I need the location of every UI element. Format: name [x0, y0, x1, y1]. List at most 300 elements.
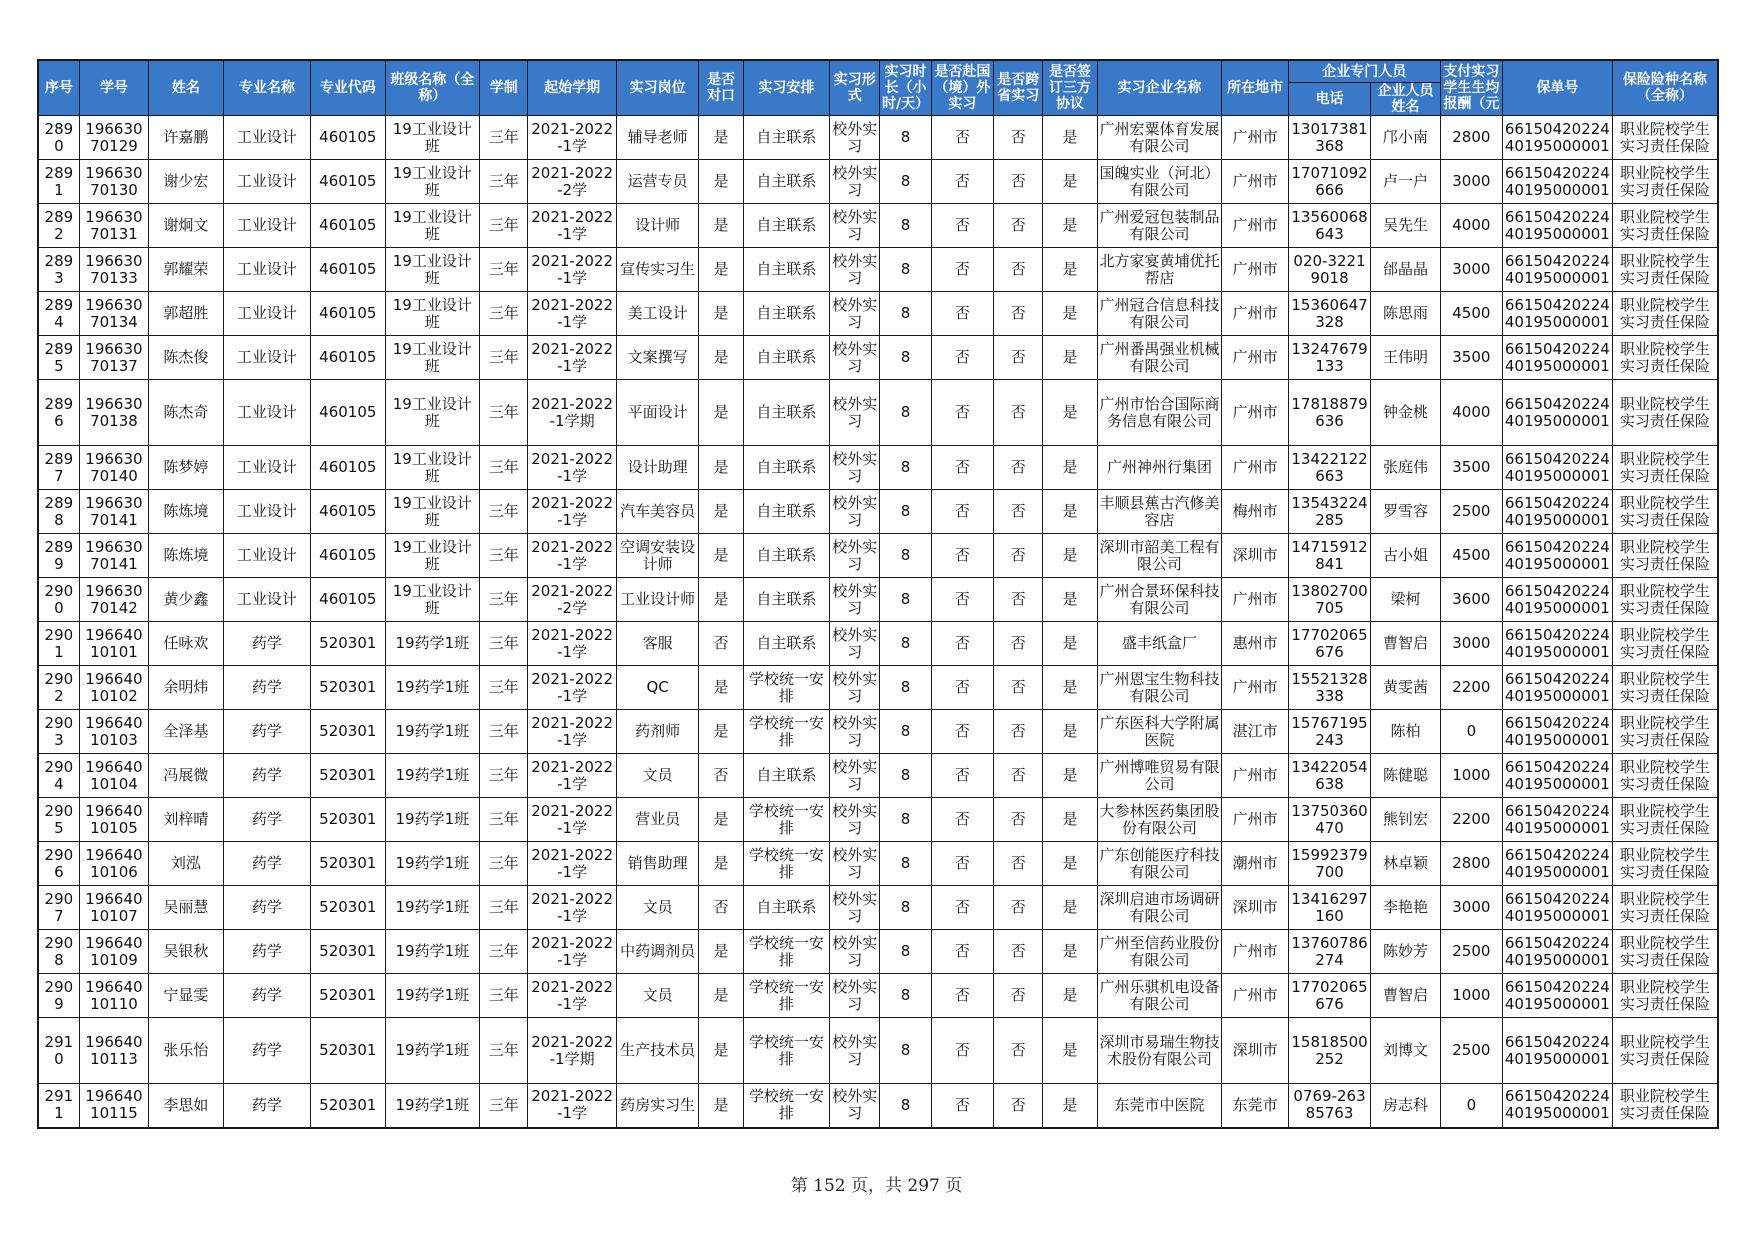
cell-arrangement: 自主联系 — [743, 534, 830, 578]
table-row — [38, 446, 1718, 490]
cell-name: 张乐怡 — [149, 1018, 223, 1084]
cell-pay: 3600 — [1440, 578, 1502, 622]
cell-cross-province: 否 — [994, 116, 1043, 160]
cell-name: 陈杰奇 — [149, 380, 223, 446]
cell-cross-province: 否 — [994, 292, 1043, 336]
cell-seq: 2897 — [38, 446, 79, 490]
cell-seq: 2911 — [38, 1084, 79, 1128]
cell-company: 盛丰纸盒厂 — [1097, 622, 1222, 666]
cell-company: 广东医科大学附属医院 — [1097, 710, 1222, 754]
cell-phone: 13543224285 — [1288, 490, 1370, 534]
cell-major-code: 460105 — [311, 490, 385, 534]
cell-pay: 3000 — [1440, 248, 1502, 292]
cell-abroad: 否 — [931, 798, 993, 842]
cell-tripartite: 是 — [1043, 116, 1097, 160]
cell-class: 19工业设计班 — [385, 380, 480, 446]
cell-matched: 是 — [699, 116, 743, 160]
cell-contact-name: 房志科 — [1371, 1084, 1440, 1128]
cell-student-id: 19664010115 — [79, 1084, 148, 1128]
header-major-code: 专业代码 — [311, 60, 385, 116]
cell-policy-no: 6615042022440195000001 — [1503, 490, 1613, 534]
cell-class: 19工业设计班 — [385, 292, 480, 336]
cell-phone: 13760786274 — [1288, 930, 1370, 974]
cell-start-term: 2021-2022-1学 — [528, 842, 617, 886]
cell-pay: 3500 — [1440, 336, 1502, 380]
cell-class: 19工业设计班 — [385, 204, 480, 248]
cell-major: 药学 — [223, 798, 311, 842]
cell-city: 广州市 — [1222, 160, 1288, 204]
cell-form: 校外实习 — [830, 1084, 880, 1128]
cell-major-code: 460105 — [311, 292, 385, 336]
cell-tripartite: 是 — [1043, 292, 1097, 336]
cell-duration: 三年 — [480, 1084, 528, 1128]
cell-class: 19药学1班 — [385, 842, 480, 886]
cell-company: 广州博唯贸易有限公司 — [1097, 754, 1222, 798]
cell-cross-province: 否 — [994, 1084, 1043, 1128]
header-cross-province: 是否跨省实习 — [994, 60, 1043, 116]
cell-student-id: 19663070141 — [79, 490, 148, 534]
cell-arrangement: 学校统一安排 — [743, 842, 830, 886]
cell-city: 广州市 — [1222, 754, 1288, 798]
header-arrangement: 实习安排 — [743, 60, 830, 116]
cell-insurance: 职业院校学生实习责任保险 — [1612, 886, 1718, 930]
cell-major-code: 520301 — [311, 842, 385, 886]
cell-abroad: 否 — [931, 490, 993, 534]
cell-contact-name: 吴先生 — [1371, 204, 1440, 248]
cell-phone: 020-32219018 — [1288, 248, 1370, 292]
cell-major-code: 520301 — [311, 798, 385, 842]
table-row — [38, 578, 1718, 622]
cell-position: 营业员 — [616, 798, 698, 842]
cell-cross-province: 否 — [994, 754, 1043, 798]
cell-matched: 是 — [699, 292, 743, 336]
table-row — [38, 534, 1718, 578]
cell-tripartite: 是 — [1043, 886, 1097, 930]
cell-start-term: 2021-2022-1学 — [528, 798, 617, 842]
cell-policy-no: 6615042022440195000001 — [1503, 666, 1613, 710]
cell-seq: 2904 — [38, 754, 79, 798]
cell-seq: 2895 — [38, 336, 79, 380]
cell-form: 校外实习 — [830, 380, 880, 446]
cell-insurance: 职业院校学生实习责任保险 — [1612, 534, 1718, 578]
cell-hours: 8 — [880, 710, 931, 754]
cell-student-id: 19663070141 — [79, 534, 148, 578]
cell-position: 设计助理 — [616, 446, 698, 490]
cell-cross-province: 否 — [994, 1018, 1043, 1084]
cell-cross-province: 否 — [994, 842, 1043, 886]
cell-matched: 是 — [699, 798, 743, 842]
cell-duration: 三年 — [480, 1018, 528, 1084]
table-row — [38, 930, 1718, 974]
cell-company: 广州乐骐机电设备有限公司 — [1097, 974, 1222, 1018]
cell-phone: 15521328338 — [1288, 666, 1370, 710]
cell-cross-province: 否 — [994, 490, 1043, 534]
cell-hours: 8 — [880, 160, 931, 204]
cell-seq: 2910 — [38, 1018, 79, 1084]
cell-position: 美工设计 — [616, 292, 698, 336]
cell-contact-name: 林卓颖 — [1371, 842, 1440, 886]
cell-seq: 2902 — [38, 666, 79, 710]
cell-cross-province: 否 — [994, 798, 1043, 842]
cell-pay: 4500 — [1440, 534, 1502, 578]
header-duration: 学制 — [480, 60, 528, 116]
cell-seq: 2908 — [38, 930, 79, 974]
cell-hours: 8 — [880, 842, 931, 886]
cell-cross-province: 否 — [994, 160, 1043, 204]
cell-duration: 三年 — [480, 248, 528, 292]
cell-major-code: 460105 — [311, 116, 385, 160]
cell-company: 北方家宴黄埔优托帮店 — [1097, 248, 1222, 292]
cell-form: 校外实习 — [830, 974, 880, 1018]
cell-pay: 0 — [1440, 1084, 1502, 1128]
cell-form: 校外实习 — [830, 842, 880, 886]
cell-city: 深圳市 — [1222, 1018, 1288, 1084]
cell-name: 任咏欢 — [149, 622, 223, 666]
table-row — [38, 380, 1718, 446]
cell-abroad: 否 — [931, 292, 993, 336]
cell-cross-province: 否 — [994, 710, 1043, 754]
cell-cross-province: 否 — [994, 930, 1043, 974]
table-row — [38, 248, 1718, 292]
cell-policy-no: 6615042022440195000001 — [1503, 710, 1613, 754]
cell-hours: 8 — [880, 116, 931, 160]
cell-major: 工业设计 — [223, 446, 311, 490]
cell-form: 校外实习 — [830, 710, 880, 754]
cell-student-id: 19664010109 — [79, 930, 148, 974]
cell-class: 19药学1班 — [385, 798, 480, 842]
cell-student-id: 19663070137 — [79, 336, 148, 380]
cell-student-id: 19664010105 — [79, 798, 148, 842]
cell-company: 丰顺县蕉古汽修美容店 — [1097, 490, 1222, 534]
cell-company: 广州爱冠包装制品有限公司 — [1097, 204, 1222, 248]
cell-pay: 3000 — [1440, 160, 1502, 204]
cell-name: 宁显雯 — [149, 974, 223, 1018]
cell-city: 潮州市 — [1222, 842, 1288, 886]
cell-contact-name: 陈柏 — [1371, 710, 1440, 754]
cell-name: 谢炯文 — [149, 204, 223, 248]
table-row — [38, 666, 1718, 710]
cell-tripartite: 是 — [1043, 622, 1097, 666]
cell-position: 文案撰写 — [616, 336, 698, 380]
cell-phone: 17071092666 — [1288, 160, 1370, 204]
cell-abroad: 否 — [931, 1018, 993, 1084]
cell-pay: 2200 — [1440, 666, 1502, 710]
cell-policy-no: 6615042022440195000001 — [1503, 930, 1613, 974]
cell-start-term: 2021-2022-1学 — [528, 248, 617, 292]
cell-pay: 2200 — [1440, 798, 1502, 842]
cell-tripartite: 是 — [1043, 578, 1097, 622]
cell-contact-name: 陈思雨 — [1371, 292, 1440, 336]
cell-duration: 三年 — [480, 116, 528, 160]
cell-class: 19工业设计班 — [385, 336, 480, 380]
cell-position: 汽车美容员 — [616, 490, 698, 534]
cell-start-term: 2021-2022-1学 — [528, 204, 617, 248]
cell-city: 深圳市 — [1222, 886, 1288, 930]
cell-tripartite: 是 — [1043, 798, 1097, 842]
cell-abroad: 否 — [931, 380, 993, 446]
cell-start-term: 2021-2022-1学 — [528, 336, 617, 380]
cell-city: 广州市 — [1222, 380, 1288, 446]
cell-matched: 否 — [699, 754, 743, 798]
cell-hours: 8 — [880, 204, 931, 248]
cell-pay: 2800 — [1440, 116, 1502, 160]
cell-company: 国魄实业（河北）有限公司 — [1097, 160, 1222, 204]
cell-hours: 8 — [880, 1084, 931, 1128]
cell-name: 冯展微 — [149, 754, 223, 798]
cell-company: 广州合景环保科技有限公司 — [1097, 578, 1222, 622]
cell-policy-no: 6615042022440195000001 — [1503, 446, 1613, 490]
cell-insurance: 职业院校学生实习责任保险 — [1612, 380, 1718, 446]
cell-company: 广州至信药业股份有限公司 — [1097, 930, 1222, 974]
table-row — [38, 710, 1718, 754]
cell-start-term: 2021-2022-1学 — [528, 974, 617, 1018]
cell-contact-name: 陈健聪 — [1371, 754, 1440, 798]
cell-abroad: 否 — [931, 160, 993, 204]
cell-phone: 15767195243 — [1288, 710, 1370, 754]
cell-matched: 是 — [699, 842, 743, 886]
cell-policy-no: 6615042022440195000001 — [1503, 380, 1613, 446]
cell-student-id: 19664010106 — [79, 842, 148, 886]
cell-seq: 2900 — [38, 578, 79, 622]
cell-position: 空调安装设计师 — [616, 534, 698, 578]
header-class: 班级名称（全称） — [385, 60, 480, 116]
header-name: 姓名 — [149, 60, 223, 116]
cell-student-id: 19664010104 — [79, 754, 148, 798]
cell-policy-no: 6615042022440195000001 — [1503, 974, 1613, 1018]
cell-major-code: 520301 — [311, 974, 385, 1018]
cell-pay: 2500 — [1440, 490, 1502, 534]
cell-form: 校外实习 — [830, 446, 880, 490]
cell-hours: 8 — [880, 1018, 931, 1084]
cell-major-code: 520301 — [311, 1018, 385, 1084]
cell-phone: 13422122663 — [1288, 446, 1370, 490]
cell-abroad: 否 — [931, 204, 993, 248]
cell-insurance: 职业院校学生实习责任保险 — [1612, 248, 1718, 292]
cell-phone: 13422054638 — [1288, 754, 1370, 798]
cell-start-term: 2021-2022-1学 — [528, 930, 617, 974]
cell-student-id: 19663070138 — [79, 380, 148, 446]
cell-phone: 13017381368 — [1288, 116, 1370, 160]
cell-abroad: 否 — [931, 534, 993, 578]
cell-tripartite: 是 — [1043, 1018, 1097, 1084]
cell-start-term: 2021-2022-2学 — [528, 160, 617, 204]
cell-cross-province: 否 — [994, 578, 1043, 622]
page-footer: 第 152 页，共 297 页 — [790, 1176, 963, 1196]
cell-form: 校外实习 — [830, 666, 880, 710]
cell-policy-no: 6615042022440195000001 — [1503, 1084, 1613, 1128]
cell-matched: 是 — [699, 380, 743, 446]
cell-major: 工业设计 — [223, 116, 311, 160]
cell-hours: 8 — [880, 336, 931, 380]
cell-contact-name: 钟金桃 — [1371, 380, 1440, 446]
cell-major-code: 520301 — [311, 754, 385, 798]
cell-start-term: 2021-2022-1学 — [528, 116, 617, 160]
cell-contact-name: 陈妙芳 — [1371, 930, 1440, 974]
cell-major: 工业设计 — [223, 248, 311, 292]
table-row — [38, 622, 1718, 666]
cell-major: 药学 — [223, 886, 311, 930]
cell-insurance: 职业院校学生实习责任保险 — [1612, 204, 1718, 248]
cell-form: 校外实习 — [830, 578, 880, 622]
cell-major: 药学 — [223, 1018, 311, 1084]
header-insurance: 保险险种名称（全称） — [1612, 60, 1718, 116]
cell-company: 广州宏粟体育发展有限公司 — [1097, 116, 1222, 160]
cell-city: 广州市 — [1222, 292, 1288, 336]
cell-city: 广州市 — [1222, 666, 1288, 710]
cell-policy-no: 6615042022440195000001 — [1503, 116, 1613, 160]
cell-phone: 13560068643 — [1288, 204, 1370, 248]
cell-major-code: 460105 — [311, 160, 385, 204]
cell-class: 19药学1班 — [385, 886, 480, 930]
cell-position: 销售助理 — [616, 842, 698, 886]
cell-matched: 是 — [699, 1018, 743, 1084]
header-city: 所在地市 — [1222, 60, 1288, 116]
cell-position: 文员 — [616, 974, 698, 1018]
cell-matched: 是 — [699, 204, 743, 248]
cell-policy-no: 6615042022440195000001 — [1503, 336, 1613, 380]
table-body — [38, 116, 1718, 1128]
cell-name: 陈炼境 — [149, 490, 223, 534]
cell-seq: 2898 — [38, 490, 79, 534]
cell-student-id: 19664010101 — [79, 622, 148, 666]
table-row — [38, 974, 1718, 1018]
cell-major: 药学 — [223, 622, 311, 666]
cell-policy-no: 6615042022440195000001 — [1503, 886, 1613, 930]
table-row — [38, 798, 1718, 842]
cell-arrangement: 学校统一安排 — [743, 710, 830, 754]
cell-class: 19药学1班 — [385, 930, 480, 974]
cell-pay: 2500 — [1440, 930, 1502, 974]
cell-seq: 2893 — [38, 248, 79, 292]
cell-start-term: 2021-2022-2学 — [528, 578, 617, 622]
cell-arrangement: 学校统一安排 — [743, 666, 830, 710]
cell-name: 陈炼境 — [149, 534, 223, 578]
cell-major: 工业设计 — [223, 380, 311, 446]
cell-cross-province: 否 — [994, 886, 1043, 930]
header-contact-group: 企业专门人员 — [1288, 60, 1440, 83]
cell-matched: 是 — [699, 1084, 743, 1128]
cell-position: 药房实习生 — [616, 1084, 698, 1128]
cell-hours: 8 — [880, 886, 931, 930]
cell-duration: 三年 — [480, 380, 528, 446]
cell-tripartite: 是 — [1043, 534, 1097, 578]
cell-company: 广州恩宝生物科技有限公司 — [1097, 666, 1222, 710]
cell-class: 19工业设计班 — [385, 490, 480, 534]
cell-abroad: 否 — [931, 754, 993, 798]
cell-seq: 2890 — [38, 116, 79, 160]
table-row — [38, 886, 1718, 930]
cell-duration: 三年 — [480, 534, 528, 578]
cell-form: 校外实习 — [830, 248, 880, 292]
cell-class: 19工业设计班 — [385, 446, 480, 490]
cell-start-term: 2021-2022-1学期 — [528, 1018, 617, 1084]
cell-pay: 4000 — [1440, 380, 1502, 446]
cell-phone: 14715912841 — [1288, 534, 1370, 578]
cell-tripartite: 是 — [1043, 248, 1097, 292]
cell-policy-no: 6615042022440195000001 — [1503, 534, 1613, 578]
cell-company: 深圳市易瑞生物技术股份有限公司 — [1097, 1018, 1222, 1084]
cell-policy-no: 6615042022440195000001 — [1503, 248, 1613, 292]
cell-insurance: 职业院校学生实习责任保险 — [1612, 930, 1718, 974]
cell-city: 广州市 — [1222, 798, 1288, 842]
cell-insurance: 职业院校学生实习责任保险 — [1612, 116, 1718, 160]
cell-abroad: 否 — [931, 930, 993, 974]
cell-company: 广州番禺强业机械有限公司 — [1097, 336, 1222, 380]
cell-tripartite: 是 — [1043, 446, 1097, 490]
cell-form: 校外实习 — [830, 534, 880, 578]
header-seq: 序号 — [38, 60, 79, 116]
cell-abroad: 否 — [931, 116, 993, 160]
cell-arrangement: 自主联系 — [743, 248, 830, 292]
cell-start-term: 2021-2022-1学 — [528, 1084, 617, 1128]
table-row — [38, 490, 1718, 534]
cell-abroad: 否 — [931, 710, 993, 754]
table-row — [38, 160, 1718, 204]
cell-contact-name: 罗雪容 — [1371, 490, 1440, 534]
cell-city: 湛江市 — [1222, 710, 1288, 754]
header-contact-name: 企业人员姓名 — [1371, 83, 1440, 116]
cell-position: 辅导老师 — [616, 116, 698, 160]
cell-city: 广州市 — [1222, 336, 1288, 380]
header-matched: 是否对口 — [699, 60, 743, 116]
cell-arrangement: 自主联系 — [743, 204, 830, 248]
cell-class: 19工业设计班 — [385, 578, 480, 622]
cell-form: 校外实习 — [830, 798, 880, 842]
cell-company: 广东创能医疗科技有限公司 — [1097, 842, 1222, 886]
cell-class: 19药学1班 — [385, 974, 480, 1018]
cell-phone: 15360647328 — [1288, 292, 1370, 336]
cell-city: 东莞市 — [1222, 1084, 1288, 1128]
cell-form: 校外实习 — [830, 930, 880, 974]
cell-arrangement: 自主联系 — [743, 886, 830, 930]
header-abroad: 是否赴国（境）外实习 — [931, 60, 993, 116]
cell-arrangement: 自主联系 — [743, 160, 830, 204]
cell-name: 郭超胜 — [149, 292, 223, 336]
cell-contact-name: 邰晶晶 — [1371, 248, 1440, 292]
cell-duration: 三年 — [480, 666, 528, 710]
cell-matched: 否 — [699, 622, 743, 666]
cell-student-id: 19664010102 — [79, 666, 148, 710]
cell-hours: 8 — [880, 534, 931, 578]
cell-class: 19药学1班 — [385, 754, 480, 798]
table-row — [38, 292, 1718, 336]
cell-arrangement: 自主联系 — [743, 490, 830, 534]
cell-start-term: 2021-2022-1学 — [528, 490, 617, 534]
cell-hours: 8 — [880, 622, 931, 666]
cell-tripartite: 是 — [1043, 842, 1097, 886]
cell-form: 校外实习 — [830, 754, 880, 798]
cell-position: QC — [616, 666, 698, 710]
cell-duration: 三年 — [480, 490, 528, 534]
cell-seq: 2891 — [38, 160, 79, 204]
cell-contact-name: 熊钊宏 — [1371, 798, 1440, 842]
cell-contact-name: 王伟明 — [1371, 336, 1440, 380]
cell-tripartite: 是 — [1043, 160, 1097, 204]
cell-arrangement: 自主联系 — [743, 292, 830, 336]
cell-major: 药学 — [223, 710, 311, 754]
cell-name: 谢少宏 — [149, 160, 223, 204]
cell-abroad: 否 — [931, 886, 993, 930]
cell-position: 药剂师 — [616, 710, 698, 754]
header-major: 专业名称 — [223, 60, 311, 116]
table-row — [38, 842, 1718, 886]
header-position: 实习岗位 — [616, 60, 698, 116]
cell-seq: 2896 — [38, 380, 79, 446]
cell-phone: 15818500252 — [1288, 1018, 1370, 1084]
cell-insurance: 职业院校学生实习责任保险 — [1612, 974, 1718, 1018]
cell-hours: 8 — [880, 666, 931, 710]
cell-matched: 是 — [699, 974, 743, 1018]
